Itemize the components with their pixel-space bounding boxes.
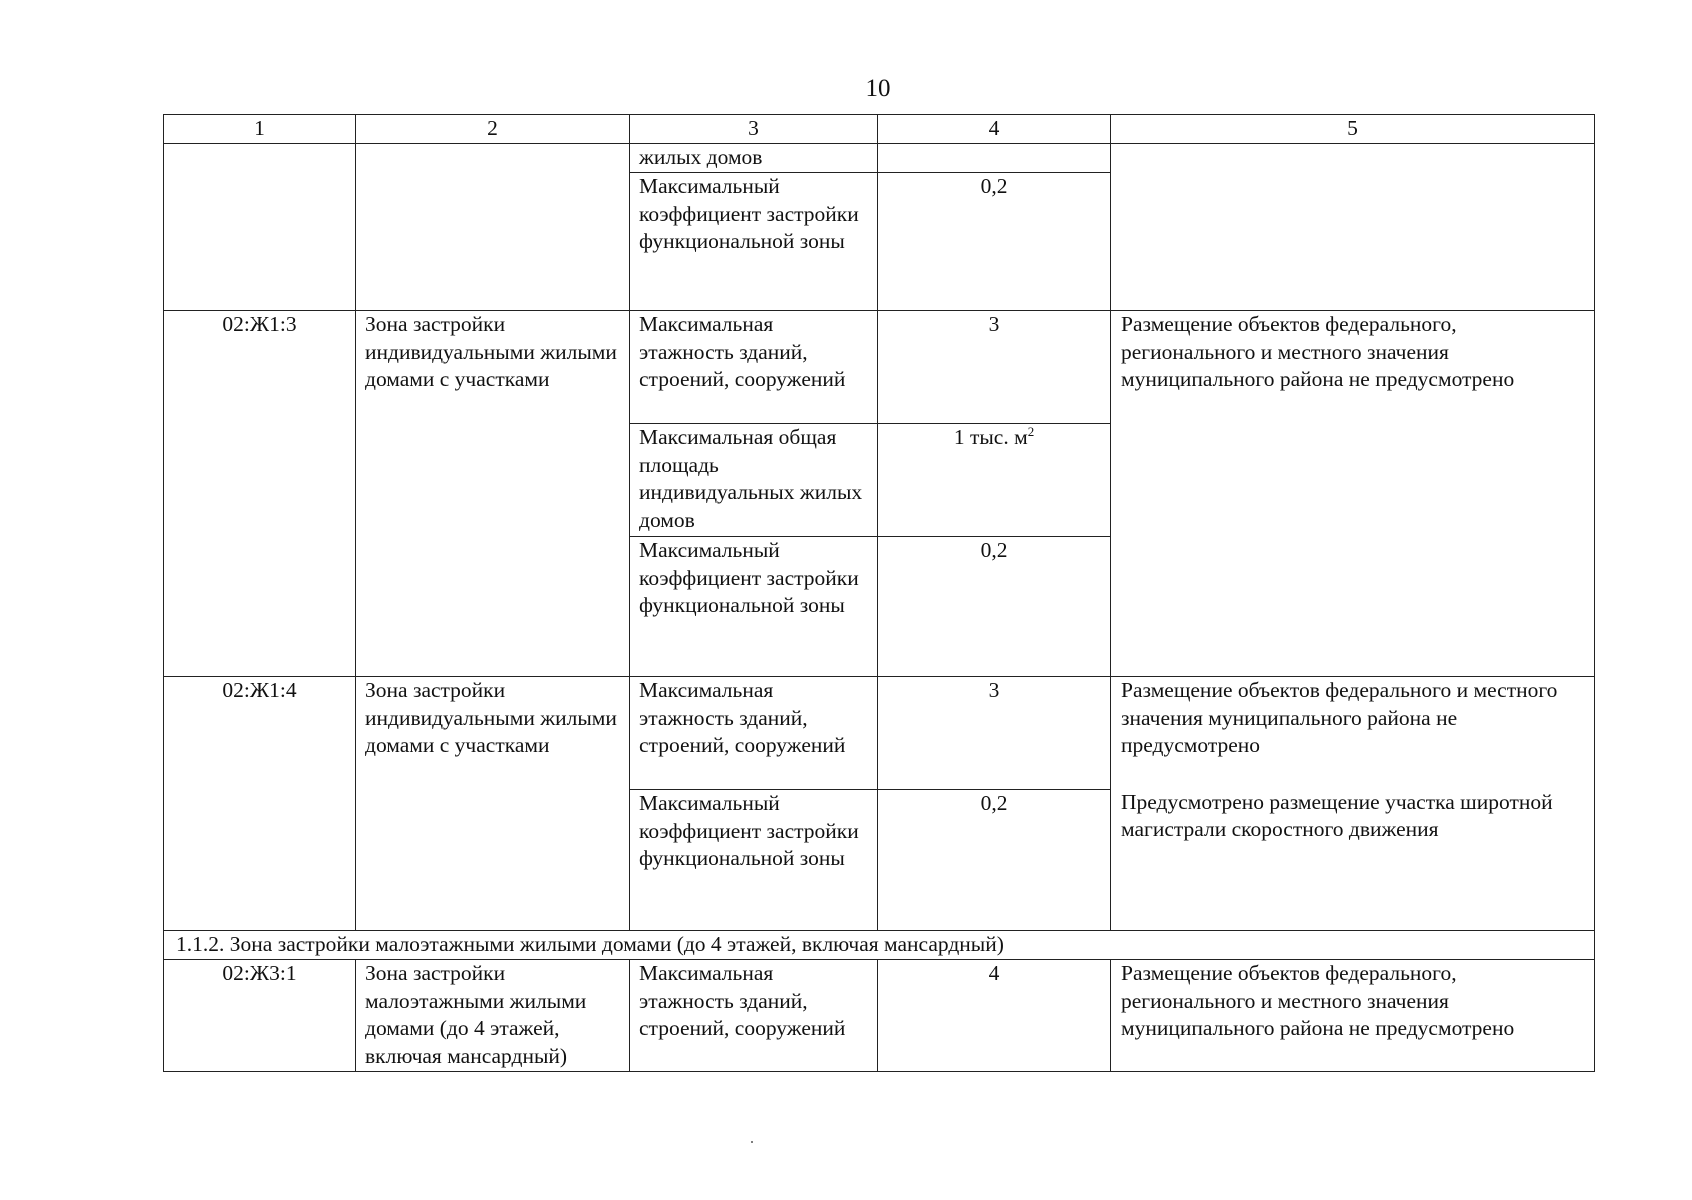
param-name-cell: Максимальная этажность зданий, строений, сооружений — [630, 311, 878, 424]
param-name-cell: Максимальная этажность зданий, строений, сооружений — [630, 677, 878, 790]
table-row — [164, 677, 1595, 790]
param-value-cell — [878, 424, 1111, 537]
header-row — [164, 115, 1595, 144]
table-row — [164, 311, 1595, 424]
zone-name-cell: Зона застройки индивидуальными жилыми домами с участками — [356, 311, 630, 677]
zone-name-cell — [356, 144, 630, 311]
note-cell — [1111, 144, 1595, 311]
param-value-cell: 0,2 — [878, 790, 1111, 931]
header-col-5: 5 — [1111, 115, 1595, 144]
param-name-cell: жилых домов — [630, 144, 878, 173]
zone-name-cell: Зона застройки индивидуальными жилыми домами с участками — [356, 677, 630, 931]
header-col-4: 4 — [878, 115, 1111, 144]
note-text: Размещение объектов федерального и местного значения муниципального района не предусмотрено — [1121, 678, 1558, 758]
note-cell: Размещение объектов федерального, регионального и местного значения муниципального района не предусмотрено — [1111, 311, 1595, 677]
param-name-cell: Максимальная этажность зданий, строений, сооружений — [630, 960, 878, 1072]
superscript: 2 — [1027, 424, 1035, 439]
page-number: 10 — [865, 75, 891, 102]
section-row — [164, 931, 1595, 960]
scan-speck — [751, 1141, 753, 1143]
param-value-cell: 3 — [878, 311, 1111, 424]
note-text-2: Предусмотрено размещение участка широтной магистрали скоростного движения — [1121, 789, 1553, 842]
note-cell — [1111, 677, 1595, 931]
zone-code-cell: 02:Ж1:3 — [164, 311, 356, 677]
param-name-cell: Максимальный коэффициент застройки функциональной зоны — [630, 173, 878, 311]
zones-table — [163, 114, 1595, 1072]
param-value-text: 1 тыс. м — [953, 425, 1028, 449]
param-name-cell: Максимальная общая площадь индивидуальных жилых домов — [630, 424, 878, 537]
param-name-cell: Максимальный коэффициент застройки функциональной зоны — [630, 790, 878, 931]
param-value-cell: 0,2 — [878, 537, 1111, 677]
section-title: 1.1.2. Зона застройки малоэтажными жилыми домами (до 4 этажей, включая мансардный) — [164, 931, 1595, 960]
param-value-cell: 0,2 — [878, 173, 1111, 311]
zone-code-cell: 02:Ж1:4 — [164, 677, 356, 931]
header-col-2: 2 — [356, 115, 630, 144]
param-value-cell — [878, 144, 1111, 173]
header-col-1: 1 — [164, 115, 356, 144]
table-row — [164, 144, 1595, 173]
param-value-cell: 4 — [878, 960, 1111, 1072]
table-row — [164, 960, 1595, 1072]
note-cell: Размещение объектов федерального, регионального и местного значения муниципального района не предусмотрено — [1111, 960, 1595, 1072]
param-name-cell: Максимальный коэффициент застройки функциональной зоны — [630, 537, 878, 677]
zone-code-cell — [164, 144, 356, 311]
header-col-3: 3 — [630, 115, 878, 144]
zone-name-cell: Зона застройки малоэтажными жилыми домами (до 4 этажей, включая мансардный) — [356, 960, 630, 1072]
param-value-cell: 3 — [878, 677, 1111, 790]
zone-code-cell: 02:Ж3:1 — [164, 960, 356, 1072]
